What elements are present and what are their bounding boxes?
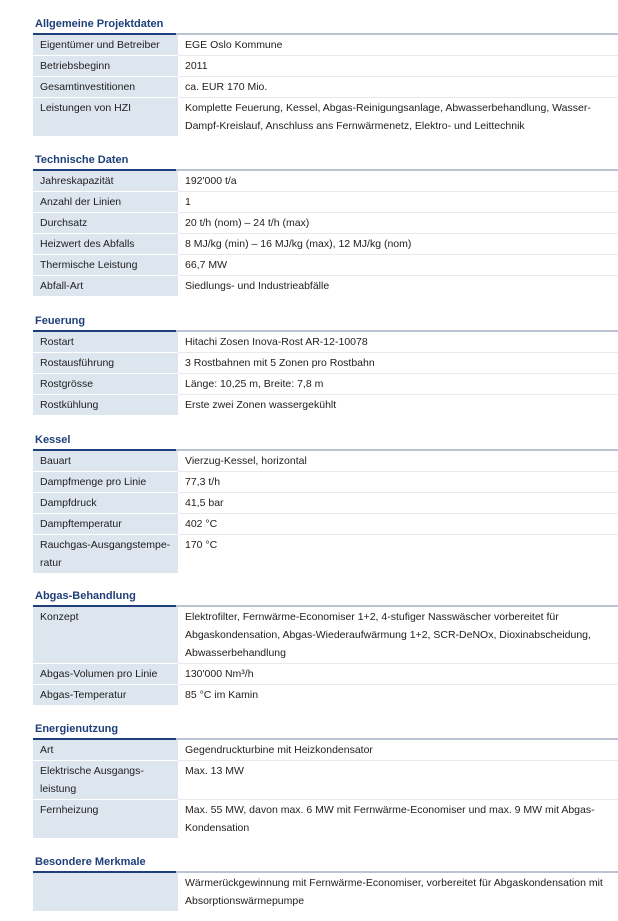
data-table [33,873,618,911]
table-row [33,395,618,416]
row-label: Gesamtinvestitionen [33,77,178,98]
row-value: Erste zwei Zonen wassergekühlt [178,395,618,416]
row-value: 77,3 t/h [178,472,618,493]
row-label: Heizwert des Abfalls [33,234,178,255]
table-row [33,685,618,706]
table-row [33,255,618,276]
section-divider [33,449,618,451]
table-row [33,353,618,374]
row-label: Konzept [33,607,178,664]
row-label: Abgas-Volumen pro Linie [33,664,178,685]
row-value: 66,7 MW [178,255,618,276]
table-row [33,451,618,472]
row-value: 192'000 t/a [178,171,618,192]
table-row [33,77,618,98]
row-value: EGE Oslo Kommune [178,35,618,56]
section-kessel [33,432,618,573]
table-row [33,664,618,685]
row-value: 2011 [178,56,618,77]
section-technische-daten [33,152,618,296]
row-value: Vierzug-Kessel, horizontal [178,451,618,472]
row-label: Art [33,740,178,761]
row-value: Siedlungs- und Industrieabfälle [178,276,618,297]
row-value: Komplette Feuerung, Kessel, Abgas-Reinigungsanlage, Abwasserbehandlung, Wasser-Dampf-Kreislauf, Anschluss ans Fernwärmenetz, Elektro- und Leittechnik [178,98,618,137]
section-title: Technische Daten [35,154,129,166]
section-divider [33,871,618,873]
table-row [33,234,618,255]
section-divider [33,605,618,607]
table-row [33,607,618,664]
section-allgemeine-projektdaten [33,16,618,136]
data-table [33,740,618,838]
table-row [33,472,618,493]
row-value: ca. EUR 170 Mio. [178,77,618,98]
row-value: 170 °C [178,535,618,574]
section-divider [33,330,618,332]
section-besondere-merkmale [33,854,618,911]
row-label: Dampfdruck [33,493,178,514]
row-label: Thermische Leistung [33,255,178,276]
table-row [33,276,618,297]
row-value: Max. 13 MW [178,761,618,800]
row-value: 130'000 Nm³/h [178,664,618,685]
section-title: Allgemeine Projektdaten [35,18,164,30]
row-value: Max. 55 MW, davon max. 6 MW mit Fernwärme-Economiser und max. 9 MW mit Abgas-Kondensation [178,800,618,839]
data-table [33,332,618,415]
row-value: 3 Rostbahnen mit 5 Zonen pro Rostbahn [178,353,618,374]
row-label: Rostkühlung [33,395,178,416]
section-energienutzung [33,721,618,838]
row-value: 20 t/h (nom) – 24 t/h (max) [178,213,618,234]
row-value: 41,5 bar [178,493,618,514]
section-title: Besondere Merkmale [35,856,146,868]
row-label: Rostart [33,332,178,353]
table-row [33,761,618,800]
section-divider [33,33,618,35]
table-row [33,35,618,56]
section-title: Energienutzung [35,723,119,735]
row-value: Gegendruckturbine mit Heizkondensator [178,740,618,761]
table-row [33,171,618,192]
data-table [33,35,618,136]
section-title: Abgas-Behandlung [35,590,136,602]
row-label: Rauchgas-Ausgangstempe-ratur [33,535,178,574]
row-label: Elektrische Ausgangs-leistung [33,761,178,800]
row-value: 8 MJ/kg (min) – 16 MJ/kg (max), 12 MJ/kg (nom) [178,234,618,255]
row-label: Leistungen von HZI [33,98,178,137]
row-label: Anzahl der Linien [33,192,178,213]
row-label: Dampftemperatur [33,514,178,535]
table-row [33,98,618,137]
table-row [33,374,618,395]
row-value: Wärmerückgewinnung mit Fernwärme-Economiser, vorbereitet für Abgaskondensation mit Absorptionswärmepumpe [178,873,618,911]
section-title: Feuerung [35,315,86,327]
row-label: Abgas-Temperatur [33,685,178,706]
table-row [33,192,618,213]
row-value: Hitachi Zosen Inova-Rost AR-12-10078 [178,332,618,353]
table-row [33,514,618,535]
row-label: Durchsatz [33,213,178,234]
row-value: Elektrofilter, Fernwärme-Economiser 1+2, 4-stufiger Nasswäscher vorbereitet für Abgaskondensation, Abgas-Wiederaufwärmung 1+2, SCR-DeNOx, Dioxinabscheidung, Abwasserbehandlung [178,607,618,664]
row-value: 402 °C [178,514,618,535]
row-label: Jahreskapazität [33,171,178,192]
table-row [33,493,618,514]
table-row [33,873,618,911]
row-label [33,873,178,911]
section-divider [33,738,618,740]
row-value: 1 [178,192,618,213]
row-label: Abfall-Art [33,276,178,297]
section-abgas-behandlung [33,588,618,705]
row-label: Fernheizung [33,800,178,839]
row-label: Rostgrösse [33,374,178,395]
row-label: Rostausführung [33,353,178,374]
row-label: Bauart [33,451,178,472]
row-label: Eigentümer und Betreiber [33,35,178,56]
section-title: Kessel [35,434,71,446]
table-row [33,332,618,353]
data-table [33,171,618,296]
table-row [33,213,618,234]
row-label: Betriebsbeginn [33,56,178,77]
data-table [33,451,618,573]
row-label: Dampfmenge pro Linie [33,472,178,493]
table-row [33,800,618,839]
table-row [33,740,618,761]
section-divider [33,169,618,171]
table-row [33,56,618,77]
row-value: Länge: 10,25 m, Breite: 7,8 m [178,374,618,395]
data-table [33,607,618,705]
section-feuerung [33,313,618,415]
row-value: 85 °C im Kamin [178,685,618,706]
table-row [33,535,618,574]
